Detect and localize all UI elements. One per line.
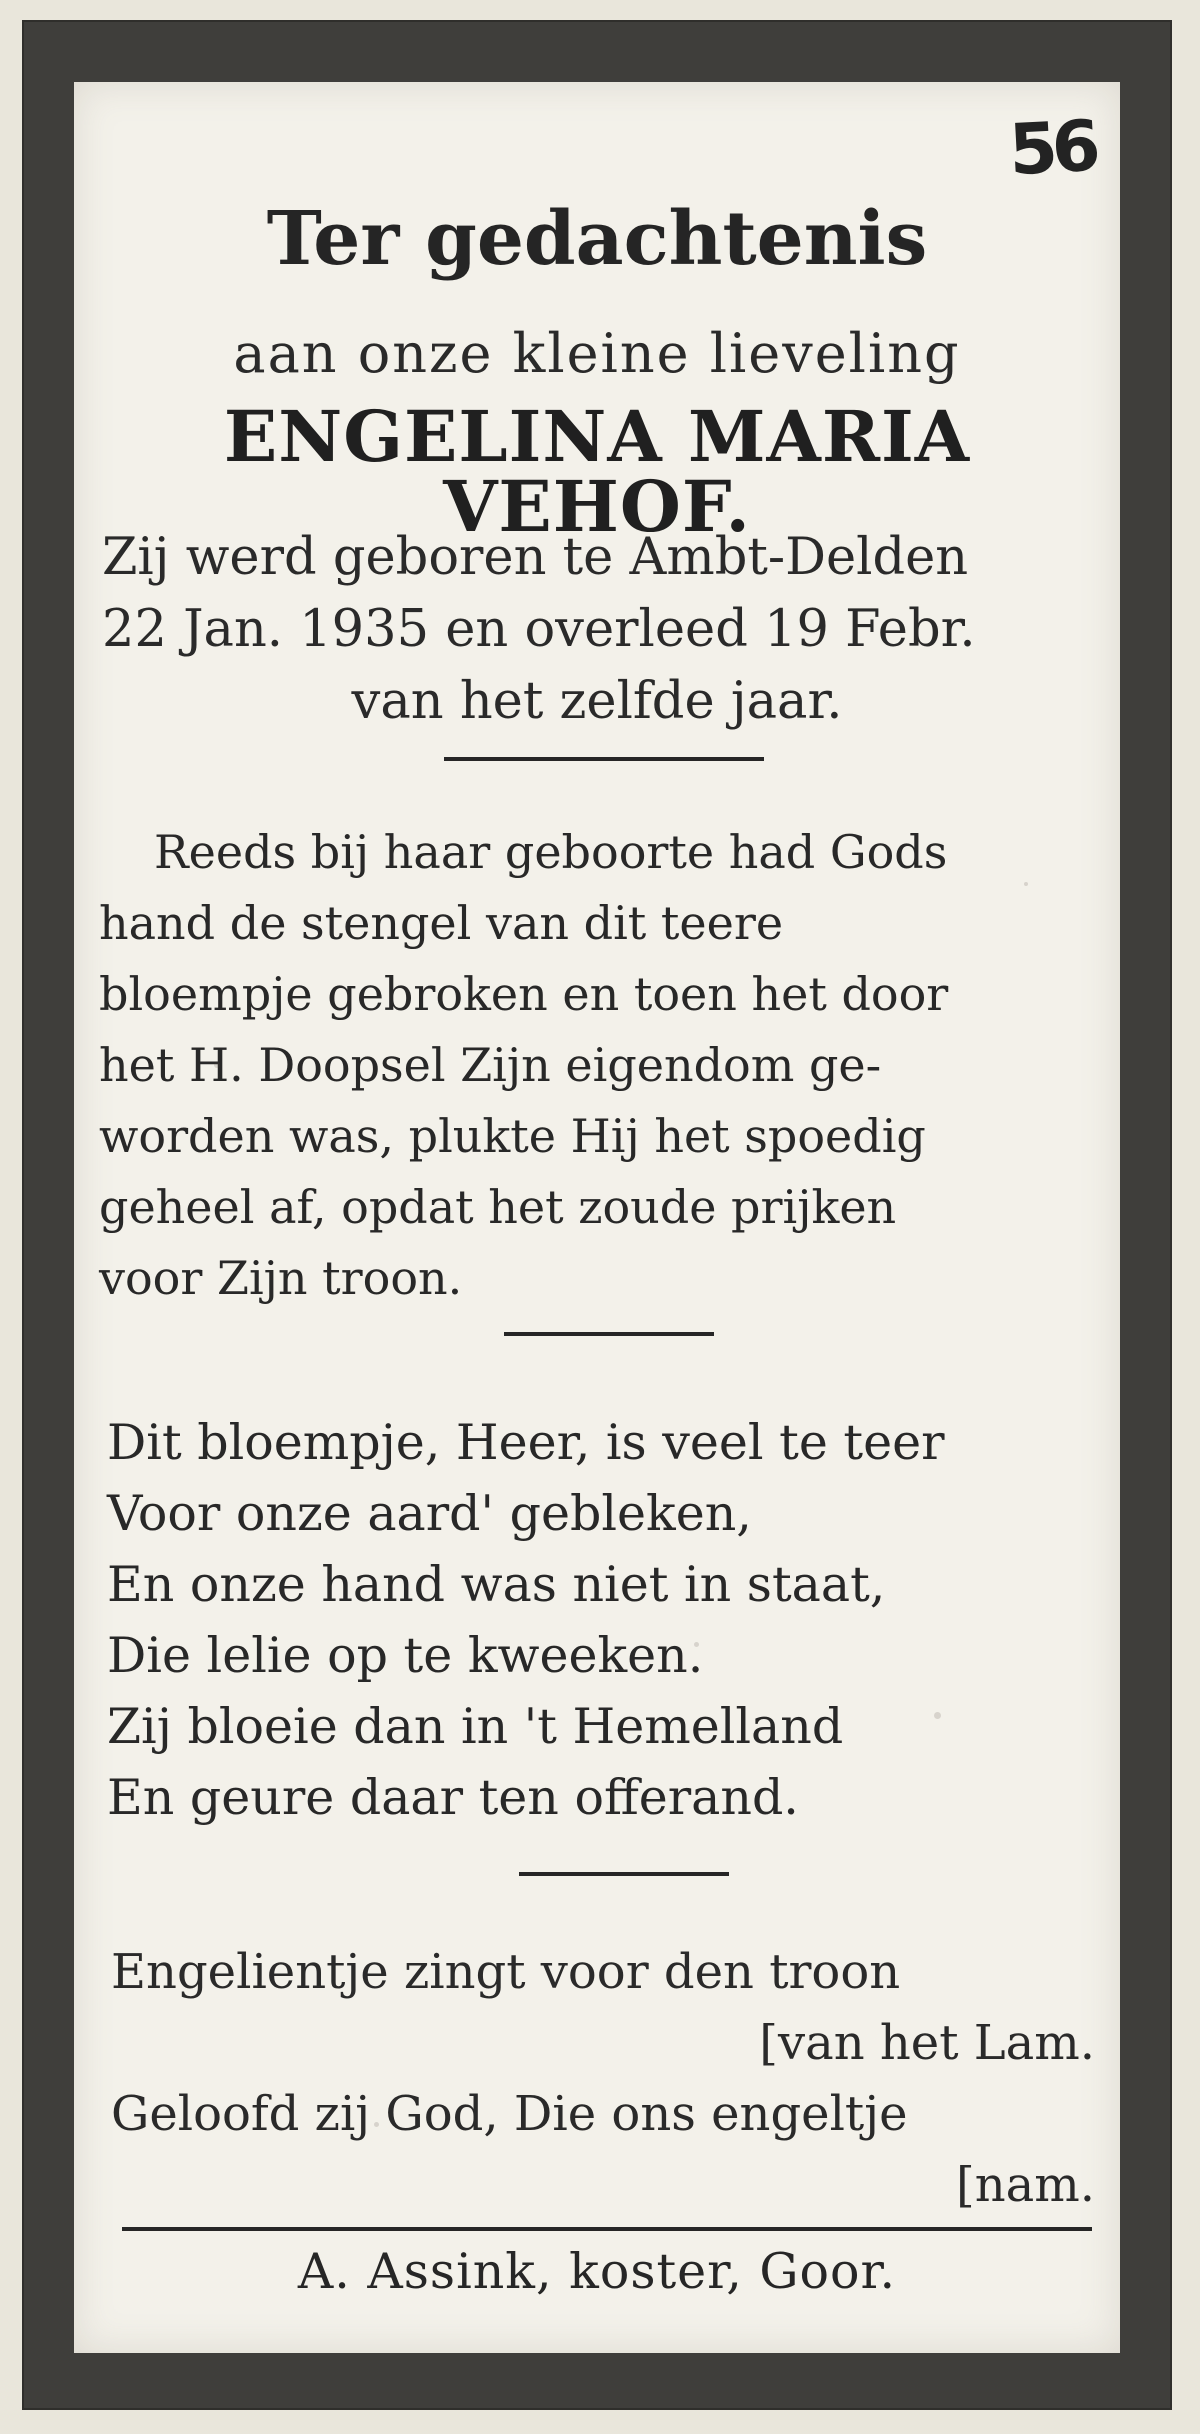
- card-subtitle: aan onze kleine lieveling: [233, 322, 961, 385]
- paragraph-line: bloempje gebroken en toen het door: [99, 967, 949, 1021]
- poem: [107, 1407, 1098, 1833]
- divider-rule: [519, 1872, 729, 1876]
- paper-speck: [374, 2122, 379, 2127]
- closing-line: Geloofd zij God, Die ons engeltje: [111, 2086, 908, 2142]
- paper-speck: [694, 1642, 699, 1647]
- poem-line: Zij bloeie dan in 't Hemelland: [107, 1698, 844, 1755]
- closing-line: Engelientje zingt voor den troon: [111, 1944, 901, 2000]
- card-title: Ter gedachtenis: [266, 196, 928, 282]
- handwritten-number: 56: [1006, 104, 1097, 192]
- paragraph-line: geheel af, opdat het zoude prijken: [99, 1180, 897, 1234]
- poem-line: Voor onze aard' gebleken,: [107, 1485, 752, 1542]
- birth-line: 22 Jan. 1935 en overleed 19 Febr.: [102, 600, 976, 659]
- memorial-card: [74, 82, 1120, 2353]
- paragraph-line: worden was, plukte Hij het spoedig: [99, 1109, 926, 1163]
- poem-line: Dit bloempje, Heer, is veel te teer: [107, 1414, 945, 1471]
- paper-speck: [1024, 882, 1028, 886]
- birth-death-details: [102, 522, 1092, 738]
- closing-line: [van het Lam.: [759, 2015, 1095, 2071]
- birth-line: van het zelfde jaar.: [351, 672, 843, 731]
- divider-rule: [504, 1332, 714, 1336]
- printer-credit: A. Assink, koster, Goor.: [297, 2243, 897, 2300]
- poem-line: Die lelie op te kweeken.: [107, 1627, 704, 1684]
- paper-speck: [934, 1712, 941, 1719]
- closing-line: [nam.: [955, 2157, 1095, 2213]
- divider-rule: [444, 757, 764, 761]
- memorial-card-border: [22, 20, 1172, 2410]
- poem-line: En onze hand was niet in staat,: [107, 1556, 886, 1613]
- paragraph-line: het H. Doopsel Zijn eigendom ge-: [99, 1038, 882, 1092]
- poem-line: En geure daar ten offerand.: [107, 1769, 799, 1826]
- paragraph-line: Reeds bij haar geboorte had Gods: [154, 825, 948, 879]
- paper-speck: [214, 1062, 220, 1068]
- paragraph-line: hand de stengel van dit teere: [99, 896, 784, 950]
- deceased-name: ENGELINA MARIA VEHOF.: [223, 395, 971, 548]
- memorial-paragraph: [99, 817, 1098, 1314]
- closing-verse: [111, 1937, 1095, 2221]
- footer-rule: [122, 2227, 1092, 2231]
- paragraph-line: voor Zijn troon.: [99, 1251, 463, 1305]
- birth-line: Zij werd geboren te Ambt-Delden: [102, 528, 969, 587]
